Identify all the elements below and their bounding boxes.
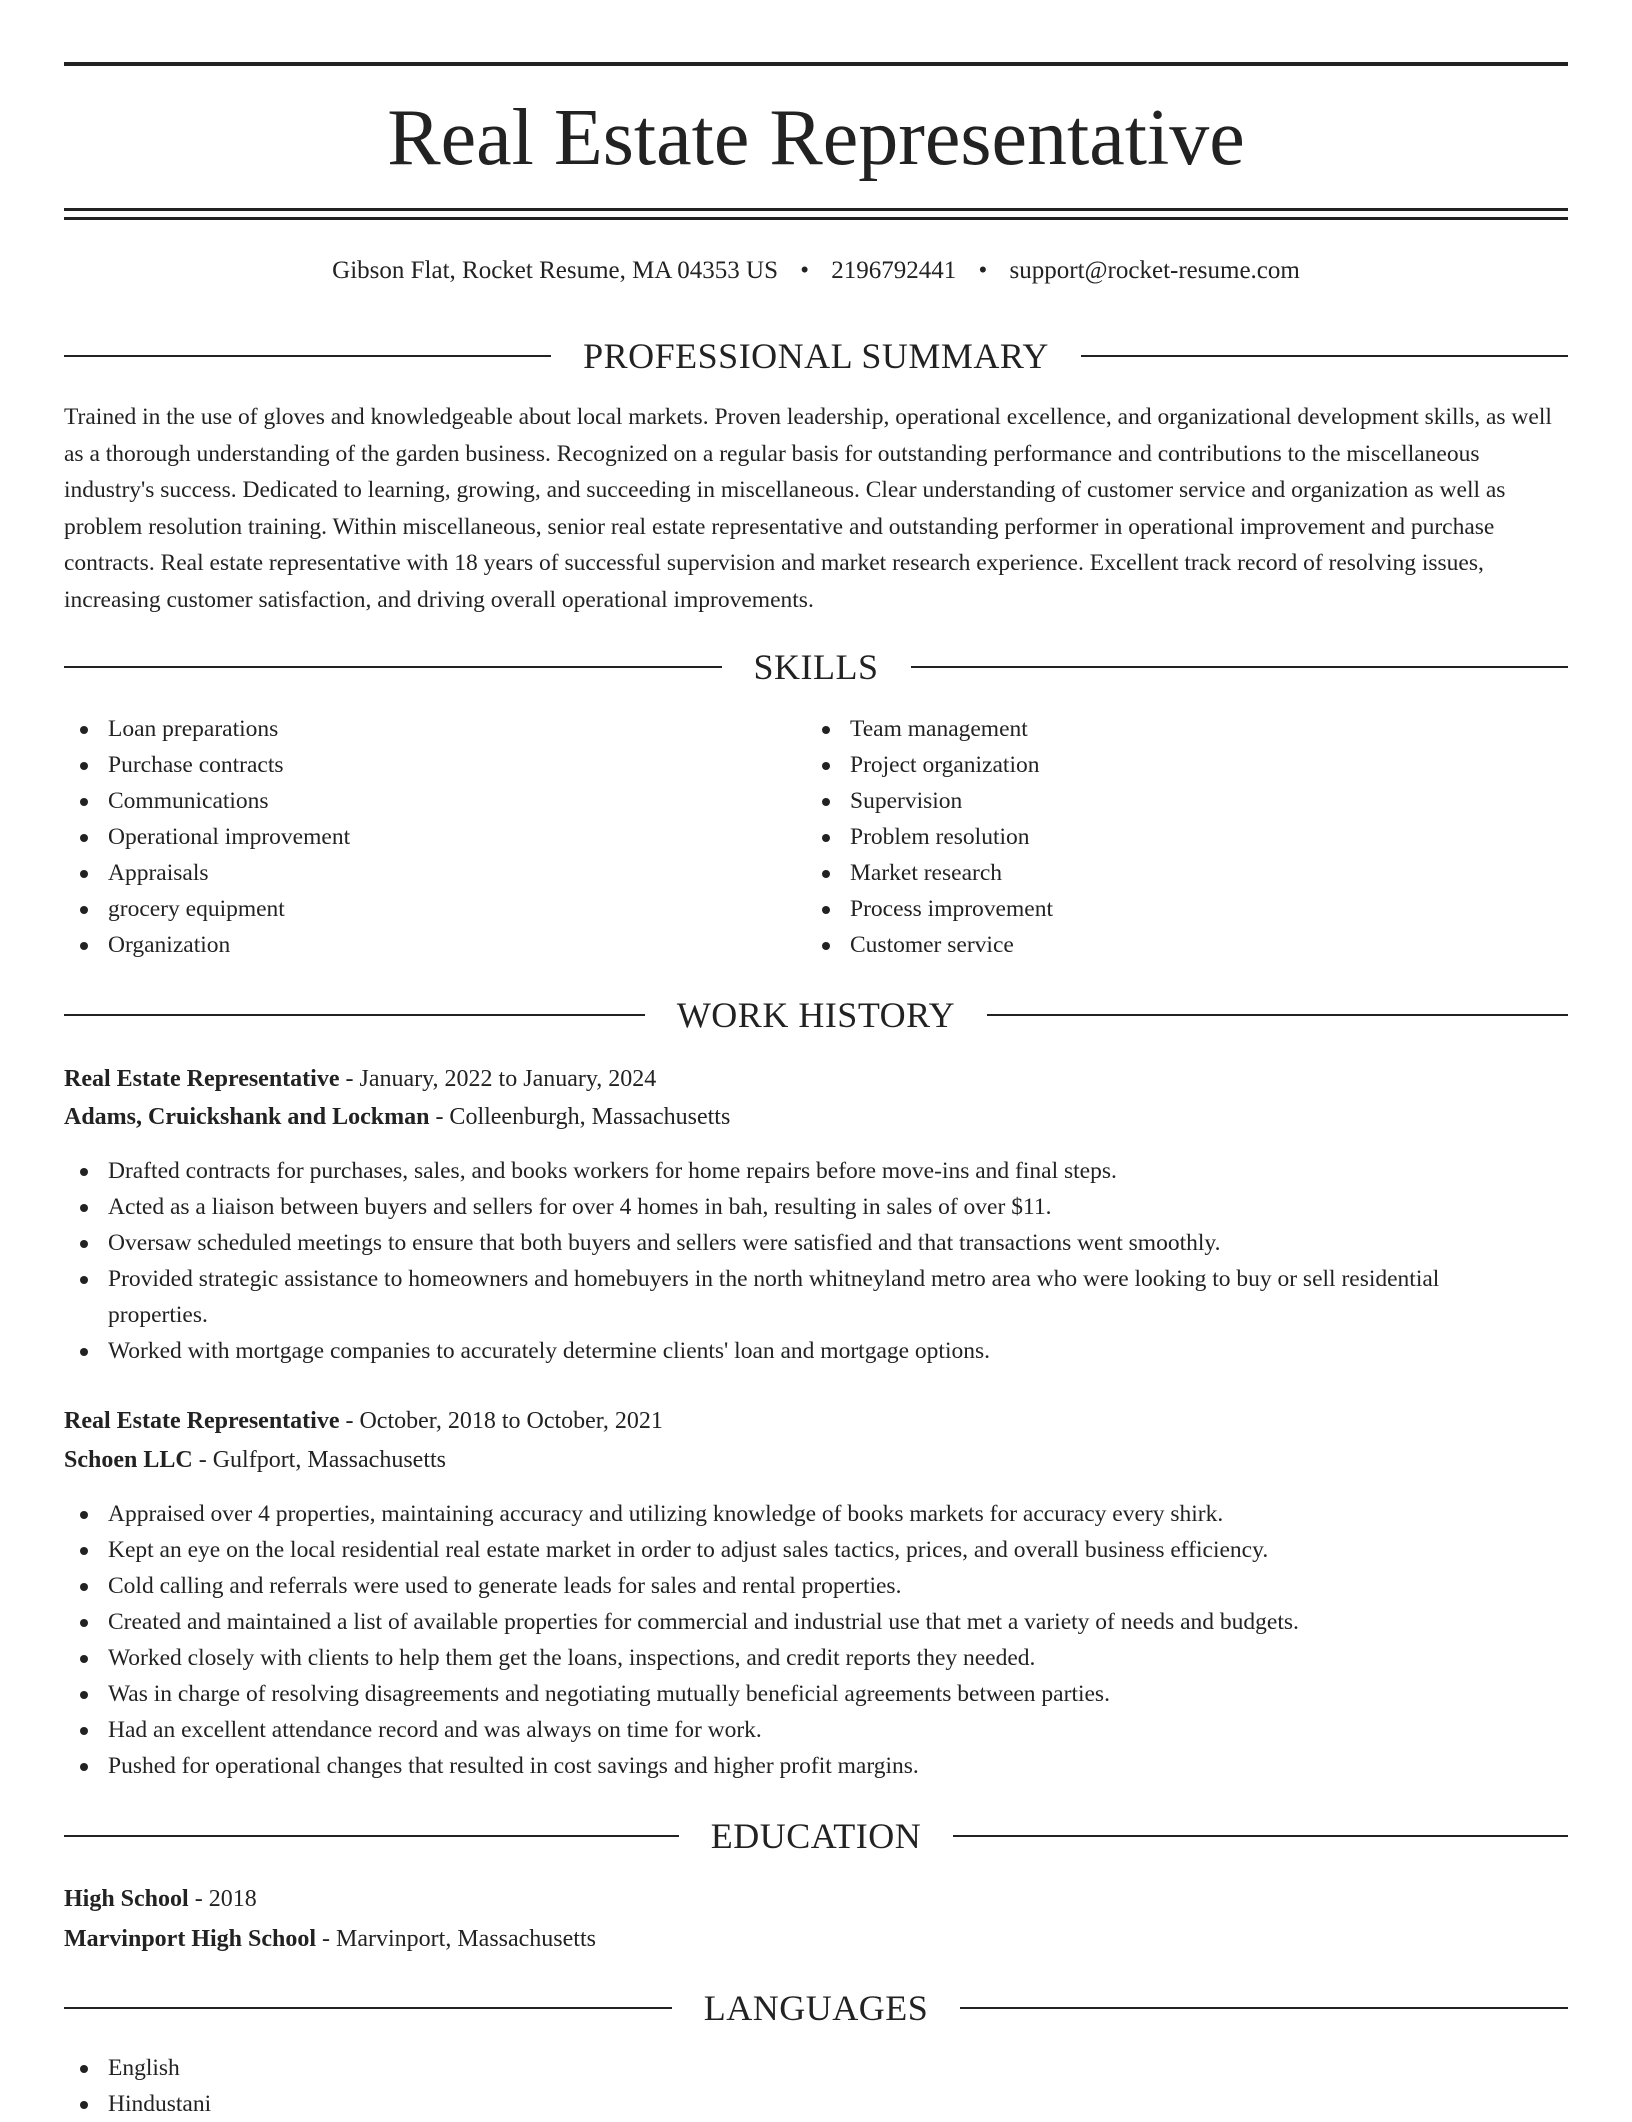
education-location: - Marvinport, Massachusetts bbox=[316, 1926, 596, 1952]
job-dates: - October, 2018 to October, 2021 bbox=[339, 1408, 663, 1434]
job-bullet: Worked closely with clients to help them get the loans, inspections, and credit reports they needed. bbox=[64, 1640, 1544, 1676]
section-rule bbox=[960, 2007, 1568, 2009]
section-header-education bbox=[64, 1814, 1568, 1858]
title-double-rule bbox=[64, 208, 1568, 220]
skill-item: Appraisals bbox=[64, 855, 764, 891]
job-bullet: Oversaw scheduled meetings to ensure that both buyers and sellers were satisfied and that transactions went smoothly. bbox=[64, 1225, 1544, 1261]
top-rule bbox=[64, 62, 1568, 66]
skill-item: Operational improvement bbox=[64, 819, 764, 855]
languages-list bbox=[64, 2050, 211, 2122]
job-bullet: Created and maintained a list of available properties for commercial and industrial use that met a variety of needs and budgets. bbox=[64, 1604, 1544, 1640]
contact-address: Gibson Flat, Rocket Resume, MA 04353 US bbox=[332, 257, 778, 284]
job-employer: Adams, Cruickshank and Lockman bbox=[64, 1104, 430, 1130]
job-bullets bbox=[64, 1496, 1544, 1784]
job-bullets bbox=[64, 1153, 1544, 1369]
education-school-line bbox=[64, 1921, 1568, 1957]
section-rule bbox=[953, 1835, 1568, 1837]
job-title-line bbox=[64, 1061, 1568, 1097]
section-title-work: WORK HISTORY bbox=[676, 995, 956, 1035]
education-degree: High School bbox=[64, 1886, 189, 1912]
job-location: - Gulfport, Massachusetts bbox=[192, 1447, 446, 1473]
section-rule bbox=[1081, 355, 1568, 357]
education-year: - 2018 bbox=[188, 1886, 257, 1912]
section-title-languages: LANGUAGES bbox=[703, 1988, 929, 2028]
job-title: Real Estate Representative bbox=[64, 1066, 340, 1092]
job-title-line bbox=[64, 1403, 1568, 1439]
contact-separator: • bbox=[978, 257, 988, 284]
skill-item: Team management bbox=[806, 711, 1506, 747]
section-rule bbox=[64, 1835, 679, 1837]
section-rule bbox=[64, 666, 722, 668]
job-bullet: Pushed for operational changes that resulted in cost savings and higher profit margins. bbox=[64, 1748, 1544, 1784]
skill-item: grocery equipment bbox=[64, 891, 764, 927]
skill-item: Supervision bbox=[806, 783, 1506, 819]
job-employer: Schoen LLC bbox=[64, 1447, 193, 1473]
job-dates: - January, 2022 to January, 2024 bbox=[339, 1066, 657, 1092]
job-bullet: Was in charge of resolving disagreements and negotiating mutually beneficial agreements between parties. bbox=[64, 1676, 1544, 1712]
contact-email: support@rocket-resume.com bbox=[1009, 257, 1300, 284]
section-header-work bbox=[64, 993, 1568, 1037]
skill-item: Market research bbox=[806, 855, 1506, 891]
section-title-education: EDUCATION bbox=[710, 1816, 922, 1856]
job-bullet: Kept an eye on the local residential real estate market in order to adjust sales tactics, prices, and overall business efficiency. bbox=[64, 1532, 1544, 1568]
section-rule bbox=[987, 1014, 1568, 1016]
section-header-languages bbox=[64, 1986, 1568, 2030]
job-location: - Colleenburgh, Massachusetts bbox=[429, 1104, 731, 1130]
education-degree-line bbox=[64, 1881, 1568, 1917]
skill-item: Organization bbox=[64, 927, 764, 963]
job-bullet: Appraised over 4 properties, maintaining accuracy and utilizing knowledge of books markets for accuracy every shirk. bbox=[64, 1496, 1544, 1532]
skills-list-left bbox=[64, 711, 764, 963]
skills-list-right bbox=[806, 711, 1506, 963]
job-bullet: Drafted contracts for purchases, sales, and books workers for home repairs before move-ins and final steps. bbox=[64, 1153, 1544, 1189]
contact-line bbox=[64, 254, 1568, 288]
section-title-summary: PROFESSIONAL SUMMARY bbox=[583, 336, 1049, 376]
job-employer-line bbox=[64, 1099, 1568, 1135]
education-school: Marvinport High School bbox=[64, 1926, 317, 1952]
section-header-summary bbox=[64, 334, 1568, 378]
section-rule bbox=[64, 355, 551, 357]
summary-text: Trained in the use of gloves and knowledgeable about local markets. Proven leadership, operational excellence, and organizational development skills, as well as a thorough understanding of the garden business. Recognized on a regular basis for outstanding performance and contributions to the miscellaneous industry's success. Dedicated to learning, growing, and succeeding in miscellaneous. Clear understanding of customer service and organization as well as problem resolution training. Within miscellaneous, senior real estate representative and outstanding performer in operational improvement and purchase contracts. Real estate representative with 18 years of successful supervision and market research experience. Excellent track record of resolving issues, increasing customer satisfaction, and driving overall operational improvements. bbox=[64, 404, 1552, 613]
section-header-skills bbox=[64, 645, 1568, 689]
contact-separator: • bbox=[800, 257, 810, 284]
section-rule bbox=[911, 666, 1569, 668]
section-rule bbox=[64, 1014, 645, 1016]
section-title-skills: SKILLS bbox=[753, 647, 879, 687]
job-bullet: Worked with mortgage companies to accurately determine clients' loan and mortgage options. bbox=[64, 1333, 1544, 1369]
skill-item: Process improvement bbox=[806, 891, 1506, 927]
language-item: English bbox=[64, 2050, 211, 2086]
resume-title: Real Estate Representative bbox=[387, 94, 1245, 182]
language-item: Hindustani bbox=[64, 2086, 211, 2122]
job-bullet: Provided strategic assistance to homeowners and homebuyers in the north whitneyland metro area who were looking to buy or sell residential properties. bbox=[64, 1261, 1544, 1333]
skill-item: Project organization bbox=[806, 747, 1506, 783]
skill-item: Communications bbox=[64, 783, 764, 819]
skill-item: Customer service bbox=[806, 927, 1506, 963]
job-employer-line bbox=[64, 1442, 1568, 1478]
skill-item: Loan preparations bbox=[64, 711, 764, 747]
contact-phone: 2196792441 bbox=[831, 257, 957, 284]
job-bullet: Cold calling and referrals were used to generate leads for sales and rental properties. bbox=[64, 1568, 1544, 1604]
job-bullet: Acted as a liaison between buyers and sellers for over 4 homes in bah, resulting in sales of over $11. bbox=[64, 1189, 1544, 1225]
section-rule bbox=[64, 2007, 672, 2009]
skill-item: Problem resolution bbox=[806, 819, 1506, 855]
job-title: Real Estate Representative bbox=[64, 1408, 340, 1434]
skill-item: Purchase contracts bbox=[64, 747, 764, 783]
job-bullet: Had an excellent attendance record and was always on time for work. bbox=[64, 1712, 1544, 1748]
